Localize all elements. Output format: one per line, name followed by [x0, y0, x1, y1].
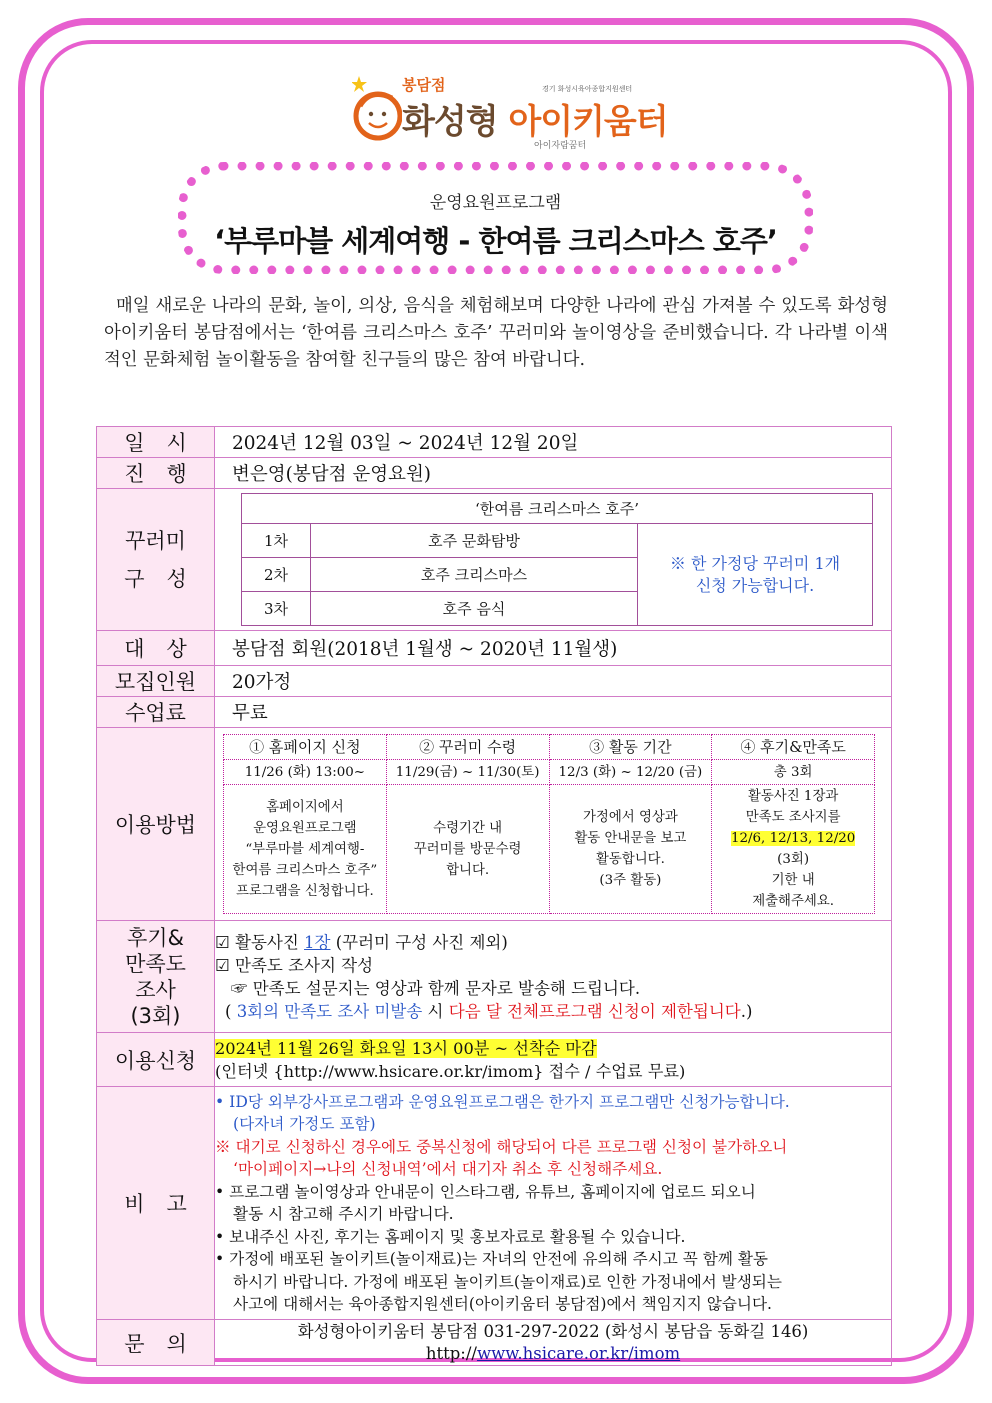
note-2: ※ 대기로 신청하신 경우에도 중복신청에 해당되어 다른 프로그램 신청이 불가하오니	[215, 1137, 788, 1156]
row-contact	[97, 1320, 892, 1366]
review-line4	[215, 1000, 891, 1023]
program-subtitle: 운영요원프로그램	[429, 193, 562, 213]
step-date: 12/3 (화) ~ 12/20 (금)	[549, 760, 712, 785]
note-4: • 보내주신 사진, 후기는 홈페이지 및 홍보자료로 활용될 수 있습니다.	[215, 1227, 686, 1246]
review-line4-a: (	[225, 1001, 237, 1021]
value-target: 봉담점 회원(2018년 1월생 ~ 2020년 11월생)	[215, 631, 892, 666]
title-box	[178, 162, 813, 274]
value-host: 변은영(봉담점 운영요원)	[215, 458, 892, 489]
step-desc-line: (3회)	[777, 852, 810, 867]
label-notes	[97, 1087, 215, 1320]
value-capacity: 20가정	[215, 666, 892, 697]
label-contact	[97, 1320, 215, 1366]
row-fee	[97, 697, 892, 728]
intro-text: 매일 새로운 나라의 문화, 놀이, 의상, 음식을 체험해보며 다양한 나라에 관심 가져볼 수 있도록 화성형아이키움터 봉담점에서는 ‘한여름 크리스마스 호주’ 꾸러미와 놀이영상을 준비했습니다. 각 나라별 이색적인 문화체험 놀이활동을 참여할 친구들의 많은 참여 바랍니다.	[104, 296, 889, 370]
note-5-cont: 사고에 대해서는 육아종합지원센터(아이키움터 봉담점)에서 책임지지 않습니다.	[233, 1295, 773, 1313]
value-review	[215, 921, 892, 1033]
label-review-line: 만족도	[125, 951, 186, 976]
review-warning-red: 다음 달 전체프로그램 신청이 제한됩니다	[448, 1001, 741, 1021]
review-line2: ☑ 만족도 조사지 작성	[215, 955, 374, 975]
review-line3: ☞ 만족도 설문지는 영상과 함께 문자로 발송해 드립니다.	[231, 978, 641, 998]
step-desc	[224, 785, 387, 914]
row-apply	[97, 1033, 892, 1087]
step-desc-line: 활동 안내문을 보고	[574, 831, 687, 846]
row-target	[97, 631, 892, 666]
value-apply	[215, 1033, 892, 1087]
kit-item: 호주 문화탐방	[311, 524, 638, 558]
apply-line2: (인터넷 {http://www.hsicare.or.kr/imom} 접수 / 수업료 무료)	[215, 1061, 686, 1081]
label-target	[97, 631, 215, 666]
kit-note-line1: ※ 한 가정당 꾸러미 1개	[669, 553, 841, 573]
info-table	[96, 426, 892, 1366]
step-desc-line: 제출해주세요.	[752, 894, 835, 909]
review-line4-c: 시	[422, 1001, 449, 1021]
label-kit-line1: 꾸러미	[125, 528, 186, 553]
value-usage	[215, 728, 892, 921]
row-review	[97, 921, 892, 1033]
step-desc-line: 운영요원프로그램	[253, 820, 357, 836]
row-notes	[97, 1087, 892, 1320]
step-desc-line: (3주 활동)	[599, 873, 662, 888]
contact-url	[215, 1343, 891, 1365]
step-desc-line: 만족도 조사지를	[745, 810, 841, 825]
step-date: 11/26 (화) 13:00~	[224, 760, 387, 785]
review-line4-e: .)	[740, 1001, 753, 1021]
kit-item: 호주 음식	[311, 592, 638, 626]
label-date	[97, 427, 215, 458]
review-line1	[215, 931, 891, 954]
kit-round: 2차	[242, 558, 311, 592]
note-5: • 가정에 배포된 놀이키트(놀이재료)는 자녀의 안전에 유의해 주시고 꼭 함께 활동	[215, 1250, 768, 1268]
step-desc	[549, 785, 712, 914]
note-2-cont: ‘마이페이지→나의 신청내역’에서 대기자 취소 후 신청해주세요.	[233, 1160, 663, 1178]
value-fee: 무료	[215, 697, 892, 728]
note-5-cont: 하시기 바랍니다. 가정에 배포된 놀이키트(놀이재료)로 인한 가정내에서 발생되는	[233, 1272, 782, 1291]
step-desc-line: 가정에서 영상과	[582, 810, 678, 825]
step-date: 총 3회	[712, 760, 875, 785]
label-kit	[97, 489, 215, 631]
note-3: • 프로그램 놀이영상과 안내문이 인스타그램, 유튜브, 홈페이지에 업로드 되오니	[215, 1182, 756, 1201]
label-review-line: (3회)	[130, 1003, 181, 1028]
step-desc-line: 프로그램을 신청합니다.	[235, 883, 374, 899]
step-desc-line: 합니다.	[446, 862, 490, 878]
step-desc-line: 한여름 크리스마스 호주”	[232, 862, 378, 878]
kit-round: 3차	[242, 592, 311, 626]
step-desc	[386, 785, 549, 914]
kit-round: 1차	[242, 524, 311, 558]
review-line1-pre: ☑ 활동사진	[215, 932, 305, 952]
label-kit-line2: 구성	[124, 566, 209, 591]
label-fee: 수업료	[97, 697, 215, 728]
row-usage	[97, 728, 892, 921]
note-1-cont: (다자녀 가정도 포함)	[233, 1115, 376, 1133]
logo-tagline: 아이자람꿈터	[534, 141, 587, 151]
step-desc-line: 꾸러미를 방문수령	[413, 841, 522, 857]
value-contact	[215, 1320, 892, 1366]
step-title: ④ 후기&만족도	[712, 735, 875, 760]
label-review-line: 조사	[135, 977, 176, 1002]
step-title: ③ 활동 기간	[549, 735, 712, 760]
step-desc-line: 수령기간 내	[433, 820, 503, 836]
logo	[352, 70, 668, 152]
note-3-cont: 활동 시 참고해 주시기 바랍니다.	[233, 1205, 454, 1223]
review-line1-post: (꾸러미 구성 사진 제외)	[330, 932, 508, 952]
label-apply: 이용신청	[97, 1033, 215, 1087]
step-desc-line: “부루마블 세계여행-	[245, 841, 365, 857]
step-desc-line: 활동합니다.	[595, 852, 665, 867]
step-title: ① 홈페이지 신청	[224, 735, 387, 760]
logo-name-part1: 화성형	[402, 102, 509, 142]
website-link[interactable]: www.hsicare.or.kr/imom	[476, 1343, 681, 1363]
contact-url-prefix: http://	[425, 1343, 477, 1363]
kit-item: 호주 크리스마스	[311, 558, 638, 592]
program-title: ‘부루마블 세계여행 - 한여름 크리스마스 호주’	[214, 224, 777, 258]
logo-org: 경기 화성시육아종합지원센터	[542, 85, 633, 93]
usage-steps-table	[223, 734, 875, 914]
label-host-text: 진행	[124, 462, 209, 486]
label-review-line: 후기&	[127, 925, 184, 950]
row-host	[97, 458, 892, 489]
label-contact-text: 문의	[124, 1331, 209, 1356]
kit-note-line2: 신청 가능합니다.	[695, 575, 815, 595]
label-capacity: 모집인원	[97, 666, 215, 697]
value-date: 2024년 12월 03일 ~ 2024년 12월 20일	[215, 427, 892, 458]
label-notes-text: 비고	[124, 1192, 209, 1216]
apply-date-highlight: 2024년 11월 26일 화요일 13시 00분 ~ 선착순 마감	[215, 1038, 597, 1058]
value-notes	[215, 1087, 892, 1320]
kit-note	[638, 524, 873, 626]
note-1: • ID당 외부강사프로그램과 운영요원프로그램은 한가지 프로그램만 신청가능합니다.	[215, 1092, 790, 1111]
review-warning-blue: 3회의 만족도 조사 미발송	[236, 1001, 423, 1021]
row-date	[97, 427, 892, 458]
deadline-highlight: 12/6, 12/13, 12/20	[730, 831, 856, 846]
step-desc-line: 홈페이지에서	[266, 799, 344, 815]
review-photo-count: 1장	[304, 932, 331, 952]
contact-info: 화성형아이키움터 봉담점 031-297-2022 (화성시 봉담읍 동화길 146)	[297, 1321, 809, 1341]
step-desc-line: 활동사진 1장과	[747, 789, 839, 804]
step-title: ② 꾸러미 수령	[386, 735, 549, 760]
step-desc	[712, 785, 875, 914]
smiley-logo-icon	[352, 76, 402, 142]
row-capacity	[97, 666, 892, 697]
step-desc-line: 기한 내	[771, 873, 815, 888]
label-usage: 이용방법	[97, 728, 215, 921]
logo-branch: 봉담점	[402, 76, 446, 94]
kit-header: ‘한여름 크리스마스 호주’	[242, 494, 873, 524]
logo-name	[402, 94, 668, 143]
value-kit	[215, 489, 892, 631]
label-review	[97, 921, 215, 1033]
intro-paragraph	[104, 293, 888, 374]
logo-name-part2: 아이키움터	[508, 102, 668, 142]
label-host	[97, 458, 215, 489]
kit-table	[241, 493, 873, 626]
label-date-text: 일시	[124, 431, 209, 455]
label-target-text: 대상	[124, 637, 209, 661]
step-date: 11/29(금) ~ 11/30(토)	[386, 760, 549, 785]
row-kit	[97, 489, 892, 631]
